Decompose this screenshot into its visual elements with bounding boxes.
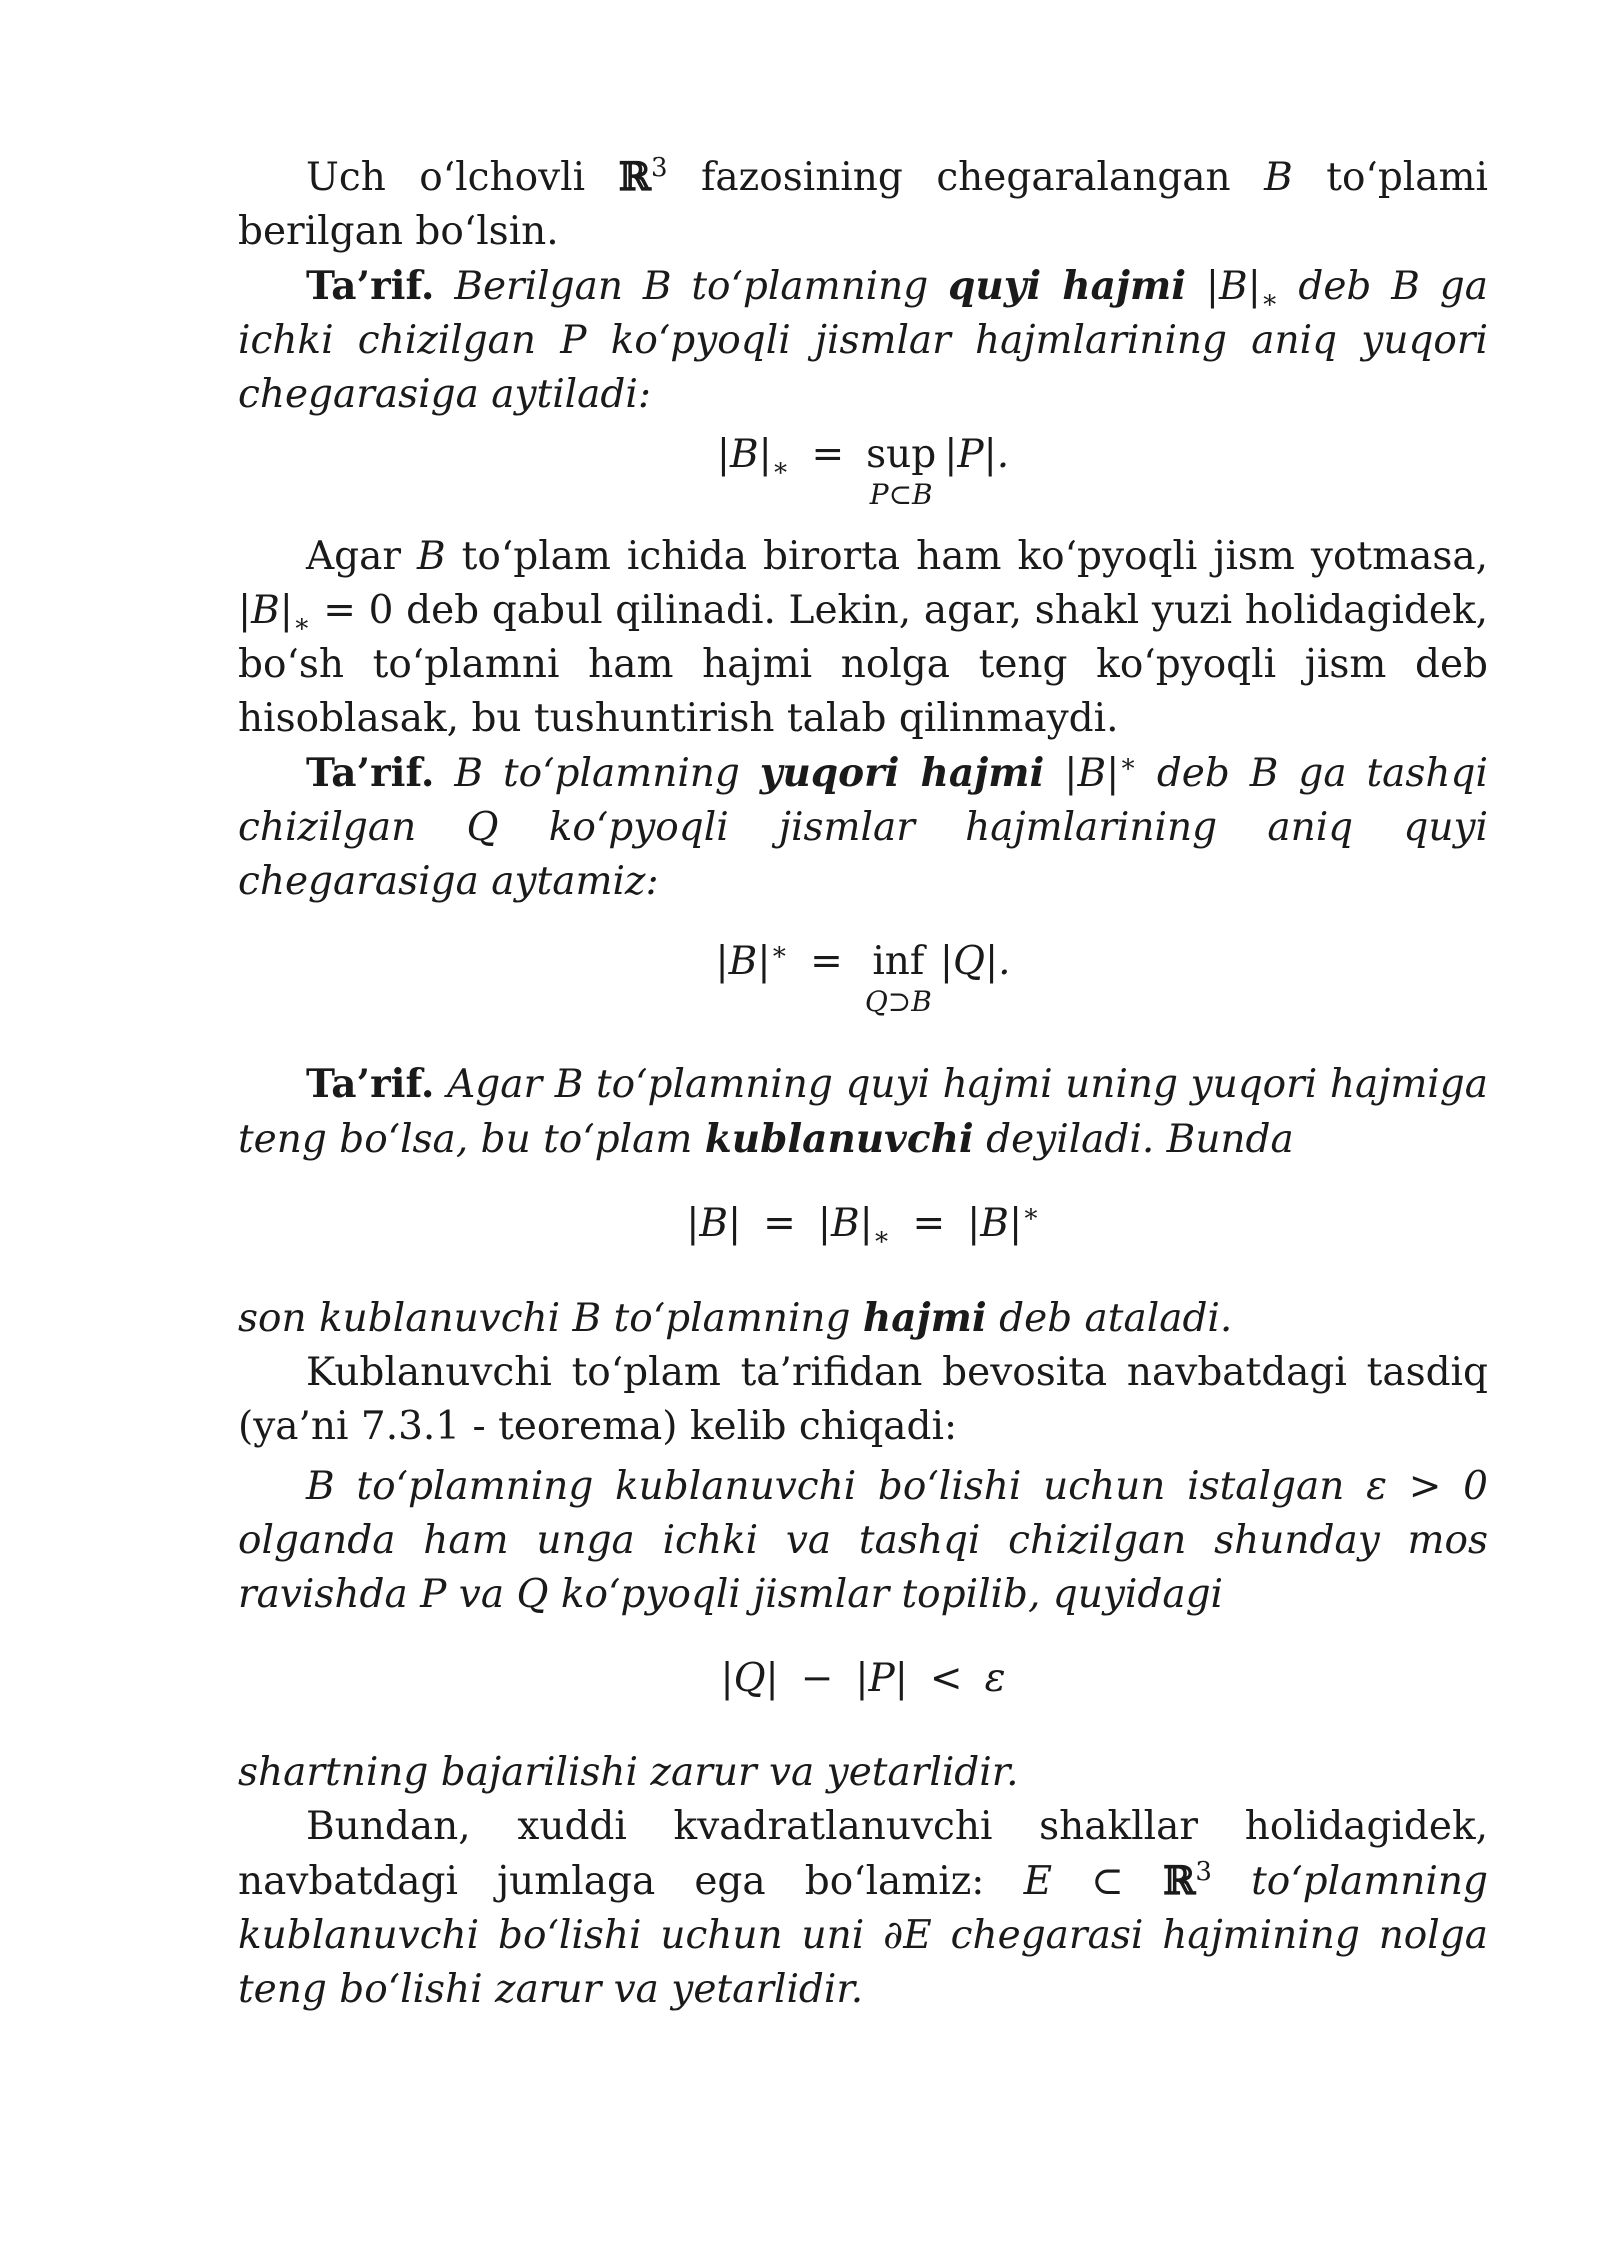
paragraph-theorem-intro: Kublanuvchi to‘plam ta’rifidan bevosita navbatdagi tasdiq (ya’ni 7.3.1 - teorema) kelib chiqadi: [238,1350,1488,1449]
math-variable: B [642,264,672,309]
math-variable: P [560,318,587,363]
eq-operator: = [810,939,843,984]
text-span: deb ataladi. [986,1296,1233,1341]
text-span: deyiladi. Bunda [973,1117,1294,1162]
eq-operator: < [929,1656,963,1701]
eq-lhs: |B| [715,939,771,984]
text-span: to‘plamning quyi hajmi uning yuqori hajmiga teng bo‘lsa, bu to‘plam [238,1062,1488,1162]
inf-operator [864,935,932,1018]
equation-inf [238,935,1488,1019]
operator-subscript: P⊂B [869,478,933,511]
sup-operator [866,428,937,511]
text-span: va [446,1572,517,1617]
equation-inequality [238,1652,1488,1706]
equation-volume [238,1197,1488,1251]
eq-term: ε [984,1656,1006,1701]
eq-term: |P| [855,1656,908,1701]
eq-superscript: ∗ [770,937,789,967]
definition-cubable [238,1057,1488,1167]
math-subscript: ∗ [1260,284,1279,315]
eq-lhs: |B| [716,432,772,477]
text-span: ko‘pyoqli jismlar hajmlarining aniq yuqori chegarasiga aytiladi: [238,318,1489,417]
math-variable: B [1219,264,1248,309]
math-expression: ∂E [883,1913,932,1958]
page-content [238,150,1488,2017]
text-span: = 0 deb qabul qilinadi. Lekin, agar, shakl yuzi holidagidek, bo‘sh to‘plamni ham hajmi nolga teng ko‘pyoqli jism deb hisoblasak, bu tushuntirish talab qilinmaydi. [238,588,1488,741]
math-variable: B [454,751,484,796]
defined-term: kublanuvchi [704,1116,974,1162]
math-variable: P [420,1572,447,1617]
text-span: | [1186,264,1220,309]
operator-subscript: Q⊃B [864,985,932,1018]
math-variable: B [554,1062,584,1107]
text-span: Berilgan [434,264,643,309]
paragraph-corollary [238,1800,1488,2017]
text-span: to‘plam ichida birorta ham ko‘pyoqli jism yotmasa, [445,534,1488,579]
eq-operator: = [811,432,845,477]
text-span: to‘plamning [483,751,760,796]
text-span: Agar [306,534,418,579]
eq-term: |B| [817,1201,873,1246]
math-variable: E [1023,1859,1053,1904]
text-span: Agar [434,1062,555,1107]
definition-label: Ta’rif. [306,1061,435,1107]
text-span: to‘plami berilgan bo‘lsin. [238,155,1488,254]
eq-superscript: ∗ [1022,1199,1040,1229]
text-span: ga tashqi chizilgan [238,751,1488,850]
math-exponent: 3 [1195,1857,1212,1887]
math-symbol: ℝ [1163,1858,1196,1904]
paragraph-empty-set [238,530,1488,746]
intro-paragraph [238,150,1488,259]
text-span: to‘plamning [671,264,949,309]
defined-term: quyi hajmi [948,263,1187,309]
definition-upper-volume [238,746,1488,909]
definition-lower-volume [238,259,1488,422]
theorem-statement [238,1460,1488,1622]
eq-subscript: ∗ [872,1221,891,1252]
math-variable: B [1077,751,1107,796]
eq-operator: − [800,1656,834,1701]
text-span: deb [1136,751,1250,796]
text-span: to‘plamning kublanuvchi bo‘lishi uchun uni [238,1859,1488,1958]
math-subscript: ∗ [292,608,311,639]
eq-operator: = [912,1201,946,1246]
text-span: ko‘pyoqli jismlar topilib, quyidagi [548,1572,1224,1617]
text-span: son kublanuvchi [238,1296,573,1341]
math-variable: Q [466,805,499,850]
text-span: deb [1278,264,1392,309]
text-span: | [1247,264,1261,309]
eq-rhs: |P|. [944,432,1010,477]
operator-name: inf [872,939,925,984]
definition-label: Ta’rif. [306,263,435,309]
text-span: Bundan, xuddi kvadratlanuvchi shakllar holidagidek, navbatdagi jumlaga ega bo‘lamiz: [238,1804,1488,1904]
defined-term: yuqori hajmi [759,750,1045,796]
eq-term: |Q| [720,1656,779,1701]
text-span: Uch o‘lchovli [306,155,619,200]
operator-name: sup [866,432,937,477]
math-variable: B [417,534,446,579]
text-span: to‘plamning [601,1296,863,1341]
math-variable: B [306,1464,335,1509]
eq-term: |B| [686,1201,742,1246]
math-superscript: ∗ [1119,749,1137,779]
math-variable: B [1391,264,1420,309]
math-variable: B [1264,155,1293,200]
text-span: fazosining chegaralangan [667,155,1265,200]
math-variable: Q [516,1572,549,1617]
math-operator: ⊂ [1052,1859,1163,1904]
equation-sup [238,428,1488,512]
math-variable: B [572,1296,602,1341]
text-span: ko‘pyoqli jismlar hajmlarining aniq quyi chegarasiga aytamiz: [238,805,1488,904]
math-expression: ε > 0 [1366,1464,1488,1509]
math-exponent: 3 [650,153,668,183]
text-span: chegarasi hajmining nolga teng bo‘lishi zarur va yetarlidir. [238,1913,1488,2012]
math-variable: B [1249,751,1279,796]
text-span: | [1106,751,1120,796]
text-span: olganda ham unga ichki va tashqi chizilgan shunday mos ravishda [238,1518,1488,1617]
eq-operator: = [763,1201,796,1246]
text-span: | [1044,751,1078,796]
eq-subscript: ∗ [771,452,790,483]
paragraph-condition: shartning bajarilishi zarur va yetarlidir. [238,1750,1019,1795]
eq-term: |B| [967,1201,1023,1246]
math-symbol: ℝ [618,154,651,200]
math-expression: |B| [238,588,293,633]
eq-rhs: |Q|. [939,939,1011,984]
paragraph-volume-named [238,1291,1488,1346]
definition-label: Ta’rif. [306,750,435,796]
text-span: to‘plamning kublanuvchi bo‘lishi uchun istalgan [334,1464,1367,1509]
text-span: ga ichki chizilgan [238,264,1488,363]
defined-term: hajmi [862,1295,987,1341]
